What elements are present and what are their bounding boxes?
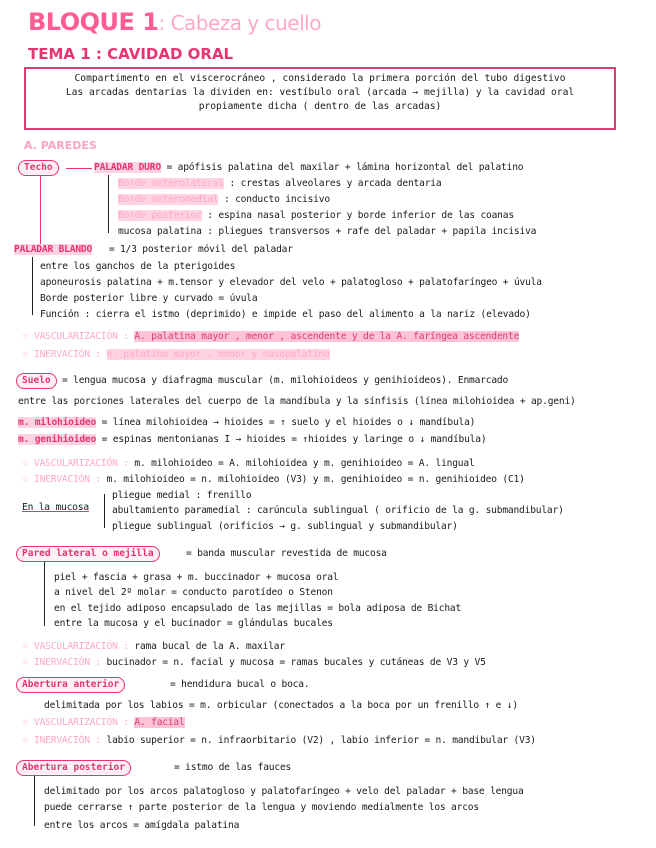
blando-l3: Borde posterior libre y curvado = úvula: [40, 293, 258, 304]
techo-label: Techo: [18, 160, 59, 176]
mucosa-bracket: [104, 494, 105, 528]
duro-b2-row: [118, 194, 330, 206]
inerv-label: INERVACIÓN :: [34, 657, 101, 668]
blando-vasc-row: [22, 330, 519, 343]
anterior-vasc-row: [22, 716, 185, 729]
topic-title: TEMA 1 : CAVIDAD ORAL: [28, 45, 234, 63]
anterior-l1: delimitada por los labios = m. orbicular (conectados a la boca por un frenillo ↑ e ↓): [44, 700, 518, 711]
blando-vasc-text: A. palatina mayor , menor , ascendente y de la A. faríngea ascendente: [134, 331, 520, 342]
blando-text: = 1/3 posterior móvil del paladar: [108, 244, 293, 255]
geni-text: = espinas mentonianas I → hioides = ↑hioides y laringe o ↓ mandíbula): [101, 434, 487, 445]
duro-b3-label: Borde posterior: [118, 210, 202, 221]
mejilla-vasc-text: rama bucal de la A. maxilar: [134, 641, 285, 652]
page-subtitle: : Cabeza y cuello: [158, 11, 321, 35]
mucosa-m3: pliegue sublingual (orificios → g. sublingual y submandibular): [112, 521, 458, 532]
posterior-bracket: [34, 776, 35, 826]
anterior-inerv-row: [22, 734, 536, 747]
blando-l4: Función : cierra el istmo (deprimido) e impide el paso del alimento a la nariz (elevado): [40, 309, 531, 320]
mucosa-label: En la mucosa: [22, 502, 89, 513]
posterior-l3: entre los arcos = amígdala palatina: [44, 820, 240, 831]
duro-b1-label: Borde anterolateral: [118, 178, 224, 189]
techo-to-blando-line: [40, 176, 41, 244]
anterior-text: = hendidura bucal o boca.: [170, 679, 310, 690]
mejilla-inerv-text: bucinador = n. facial y mucosa = ramas bucales y cutáneas de V3 y V5: [106, 657, 486, 668]
star-icon: ☆: [22, 329, 29, 342]
milo-label: m. milohioideo: [18, 417, 97, 428]
duro-label: PALADAR DURO: [94, 162, 161, 173]
inerv-label: INERVACIÓN :: [34, 735, 101, 746]
vasc-label: VASCULARIZACIÓN :: [34, 641, 129, 652]
star-icon: ☆: [22, 347, 29, 360]
duro-b3-row: [118, 210, 514, 222]
mucosa-m1: pliegue medial : frenillo: [112, 490, 252, 501]
suelo-vasc-text: m. milohioideo = A. milohioidea y m. genihioideo = A. lingual: [134, 458, 475, 469]
blando-inerv-row: [22, 348, 330, 361]
vasc-label: VASCULARIZACIÓN :: [34, 458, 129, 469]
suelo-vasc-row: [22, 457, 475, 470]
intro-line-3: propiamente dicha ( dentro de las arcadas): [198, 101, 442, 112]
duro-text: = apófisis palatina del maxilar + lámina horizontal del palatino: [166, 162, 524, 173]
duro-b3-text: : espina nasal posterior y borde inferior de las coanas: [207, 210, 514, 221]
vasc-label: VASCULARIZACIÓN :: [34, 717, 129, 728]
mejilla-l2: a nivel del 2º molar = conducto parotídeo o Stenon: [54, 587, 333, 598]
suelo-l2: entre las porciones laterales del cuerpo de la mandíbula y la sínfisis (línea milohioidea + ap.geni): [18, 396, 576, 407]
mejilla-bracket: [44, 562, 45, 626]
inerv-label: INERVACIÓN :: [34, 349, 101, 360]
geni-row: [18, 434, 486, 446]
duro-b1-text: : crestas alveolares y arcada dentaria: [229, 178, 442, 189]
mejilla-l3: en el tejido adiposo encapsulado de las mejillas = bola adiposa de Bichat: [54, 603, 462, 614]
mejilla-text: = banda muscular revestida de mucosa: [186, 548, 387, 559]
blando-bracket: [32, 257, 33, 315]
star-icon: ☆: [22, 456, 29, 469]
star-icon: ☆: [22, 639, 29, 652]
suelo-label: Suelo: [16, 373, 57, 389]
mejilla-label: Pared lateral o mejilla: [16, 546, 160, 562]
blando-l2: aponeurosis palatina + m.tensor y elevador del velo + palatogloso + palatofaríngeo + úvula: [40, 277, 542, 288]
star-icon: ☆: [22, 733, 29, 746]
suelo-l1: = lengua mucosa y diafragma muscular (m. milohioideos y genihioideos). Enmarcado: [62, 375, 509, 386]
vasc-label: VASCULARIZACIÓN :: [34, 331, 129, 342]
anterior-inerv-text: labio superior = n. infraorbitario (V2) , labio inferior = n. mandibular (V3): [106, 735, 536, 746]
mejilla-l4: entre la mucosa y el bucinador = glándulas bucales: [54, 618, 333, 629]
suelo-inerv-row: [22, 473, 525, 486]
blando-l1: entre los ganchos de la pterigoides: [40, 261, 236, 272]
intro-box: [24, 67, 616, 130]
inerv-label: INERVACIÓN :: [34, 474, 101, 485]
duro-b4-text: mucosa palatina : pliegues transversos + rafe del paladar + papila incisiva: [118, 226, 537, 237]
duro-b1-row: [118, 178, 441, 190]
milo-row: [18, 417, 475, 429]
blando-label: PALADAR BLANDO: [14, 244, 93, 255]
mejilla-inerv-row: [22, 656, 486, 669]
techo-arrow: [66, 168, 92, 169]
duro-b2-label: Borde anteromedial: [118, 194, 219, 205]
star-icon: ☆: [22, 472, 29, 485]
posterior-label: Abertura posterior: [16, 760, 131, 776]
mejilla-l1: piel + fascia + grasa + m. buccinador + mucosa oral: [54, 572, 339, 583]
intro-line-1: Compartimento en el viscerocráneo , considerado la primera porción del tubo digestivo: [74, 73, 566, 84]
blando-inerv-text: n. palatino mayor , menor y nasopalatino: [106, 349, 330, 360]
posterior-text: = istmo de las fauces: [174, 762, 292, 773]
mejilla-vasc-row: [22, 640, 285, 653]
mucosa-m2: abultamiento paramedial : carúncula sublingual ( orificio de la g. submandibular): [112, 505, 564, 516]
star-icon: ☆: [22, 715, 29, 728]
blando-row: [14, 244, 293, 256]
posterior-l2: puede cerrarse ↑ parte posterior de la lengua y moviendo medialmente los arcos: [44, 802, 479, 813]
geni-label: m. genihioideo: [18, 434, 97, 445]
star-icon: ☆: [22, 655, 29, 668]
suelo-inerv-text: m. milohioideo = n. milohioideo (V3) y m. genihioideo = n. genihioideo (C1): [106, 474, 525, 485]
section-heading: A. PAREDES: [24, 139, 97, 152]
duro-row: [94, 162, 523, 174]
milo-text: = línea milohioidea → hioides = ↑ suelo y el hioides o ↓ mandíbula): [101, 417, 476, 428]
duro-bracket: [108, 175, 109, 233]
anterior-label: Abertura anterior: [16, 677, 125, 693]
anterior-vasc-text: A. facial: [134, 717, 185, 728]
intro-line-2: Las arcadas dentarias la dividen en: vestíbulo oral (arcada → mejilla) y la cavidad oral: [65, 87, 575, 98]
page-title: BLOQUE 1: Cabeza y cuello: [28, 8, 321, 36]
duro-b2-text: : conducto incisivo: [223, 194, 330, 205]
posterior-l1: delimitado por los arcos palatogloso y palatofaríngeo + velo del paladar + base lengua: [44, 786, 524, 797]
